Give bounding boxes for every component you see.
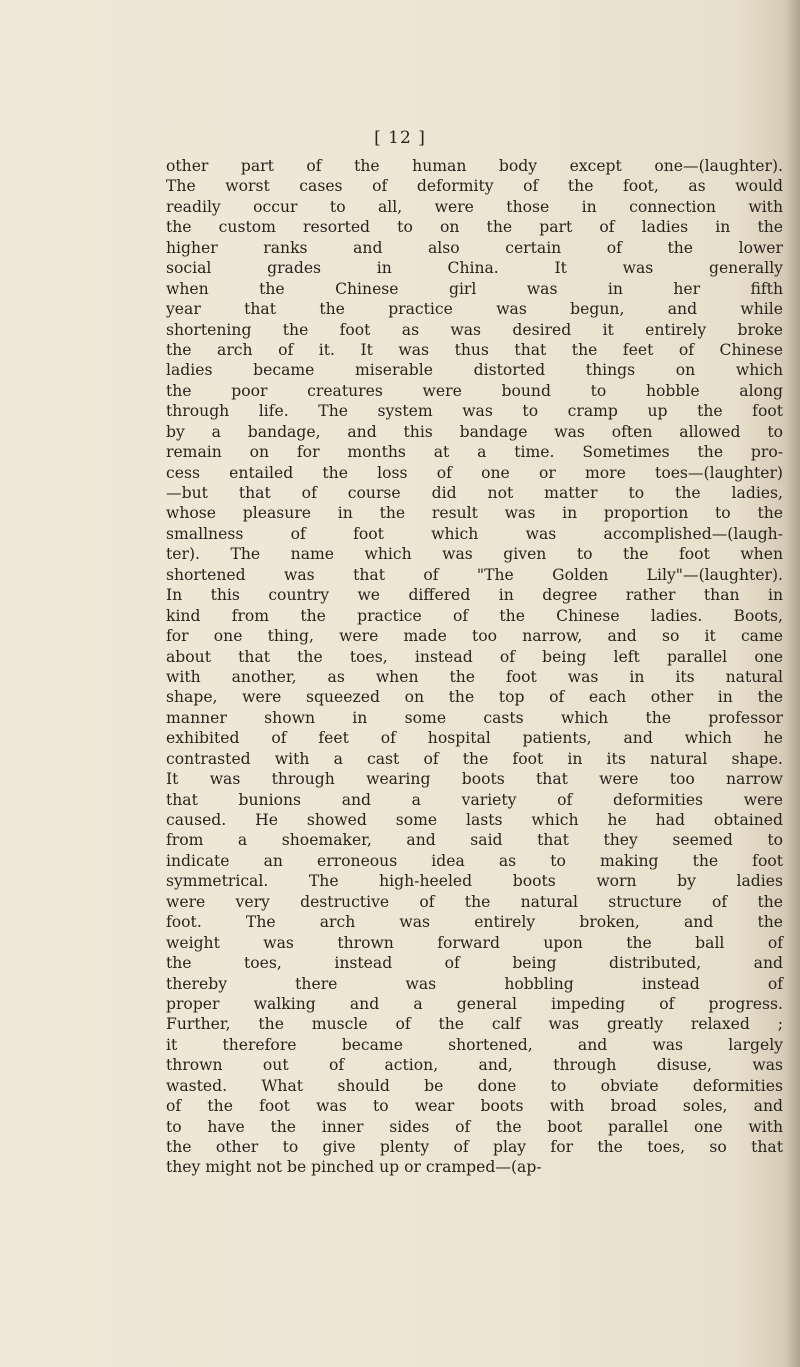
- text-line: smallness of foot which was accomplished—(laugh-: [166, 524, 783, 543]
- text-line: of the foot was to wear boots with broad soles, and: [166, 1097, 783, 1116]
- text-line: the other to give plenty of play for the toes, so that: [166, 1138, 783, 1156]
- text-line: the custom resorted to on the part of ladies in the: [166, 218, 783, 237]
- text-line: wasted. What should be done to obviate deformities: [166, 1076, 783, 1095]
- text-line: social grades in China. It was generally: [166, 259, 783, 278]
- text-line: shortened was that of "The Golden Lily"—(laughter).: [166, 565, 783, 584]
- text-line: for one thing, were made too narrow, and so it came: [166, 627, 783, 646]
- page-edge-shadow: [786, 0, 800, 1367]
- text-line: the toes, instead of being distributed, and: [166, 954, 783, 973]
- text-line: kind from the practice of the Chinese ladies. Boots,: [166, 606, 783, 625]
- text-line: exhibited of feet of hospital patients, and which he: [166, 729, 783, 748]
- text-line: manner shown in some casts which the professor: [166, 708, 783, 727]
- text-line: they might not be pinched up or cramped—(ap-: [166, 1158, 542, 1177]
- text-line: about that the toes, instead of being left parallel one: [166, 647, 783, 666]
- text-line: foot. The arch was entirely broken, and the: [166, 913, 783, 932]
- text-line: cess entailed the loss of one or more toes—(laughter): [166, 463, 783, 482]
- text-line: It was through wearing boots that were too narrow: [166, 770, 783, 789]
- text-line: symmetrical. The high-heeled boots worn by ladies: [166, 872, 783, 891]
- text-line: shape, were squeezed on the top of each other in the: [166, 688, 783, 707]
- text-line: to have the inner sides of the boot parallel one with: [166, 1117, 783, 1136]
- text-line: whose pleasure in the result was in proportion to the: [166, 504, 783, 523]
- text-line: readily occur to all, were those in connection with: [166, 197, 783, 216]
- text-line: weight was thrown forward upon the ball of: [166, 933, 783, 952]
- text-line: with another, as when the foot was in its natural: [166, 667, 783, 686]
- text-line: were very destructive of the natural structure of the: [166, 892, 783, 911]
- text-line: it therefore became shortened, and was largely: [166, 1035, 783, 1054]
- text-line: the poor creatures were bound to hobble along: [166, 381, 783, 400]
- body-text: [166, 156, 783, 1178]
- text-line: contrasted with a cast of the foot in its natural shape.: [166, 749, 783, 768]
- text-line: year that the practice was begun, and while: [166, 300, 783, 319]
- text-line: The worst cases of deformity of the foot, as would: [166, 177, 783, 196]
- text-line: In this country we differed in degree rather than in: [166, 586, 783, 605]
- text-line: remain on for months at a time. Sometimes the pro-: [166, 443, 783, 462]
- text-line: proper walking and a general impeding of progress.: [166, 994, 783, 1013]
- text-line: higher ranks and also certain of the lower: [166, 238, 783, 257]
- text-line: shortening the foot as was desired it entirely broke: [166, 320, 783, 339]
- text-line: ter). The name which was given to the foot when: [166, 545, 783, 564]
- text-line: other part of the human body except one—(laughter).: [166, 157, 783, 175]
- text-line: thereby there was hobbling instead of: [166, 974, 783, 993]
- text-line: the arch of it. It was thus that the feet of Chinese: [166, 340, 783, 359]
- text-line: thrown out of action, and, through disuse, was: [166, 1056, 783, 1075]
- text-line: Further, the muscle of the calf was greatly relaxed ;: [166, 1015, 783, 1034]
- text-line: ladies became miserable distorted things on which: [166, 361, 783, 380]
- text-line: that bunions and a variety of deformities were: [166, 790, 783, 809]
- page-number: [ 12 ]: [374, 128, 426, 148]
- text-line: caused. He showed some lasts which he had obtained: [166, 811, 783, 829]
- text-line: indicate an erroneous idea as to making the foot: [166, 851, 783, 870]
- text-line: when the Chinese girl was in her fifth: [166, 279, 783, 298]
- text-line: by a bandage, and this bandage was often allowed to: [166, 422, 783, 441]
- text-line: through life. The system was to cramp up the foot: [166, 402, 783, 421]
- text-line: from a shoemaker, and said that they seemed to: [166, 831, 783, 850]
- text-line: —but that of course did not matter to the ladies,: [166, 484, 783, 502]
